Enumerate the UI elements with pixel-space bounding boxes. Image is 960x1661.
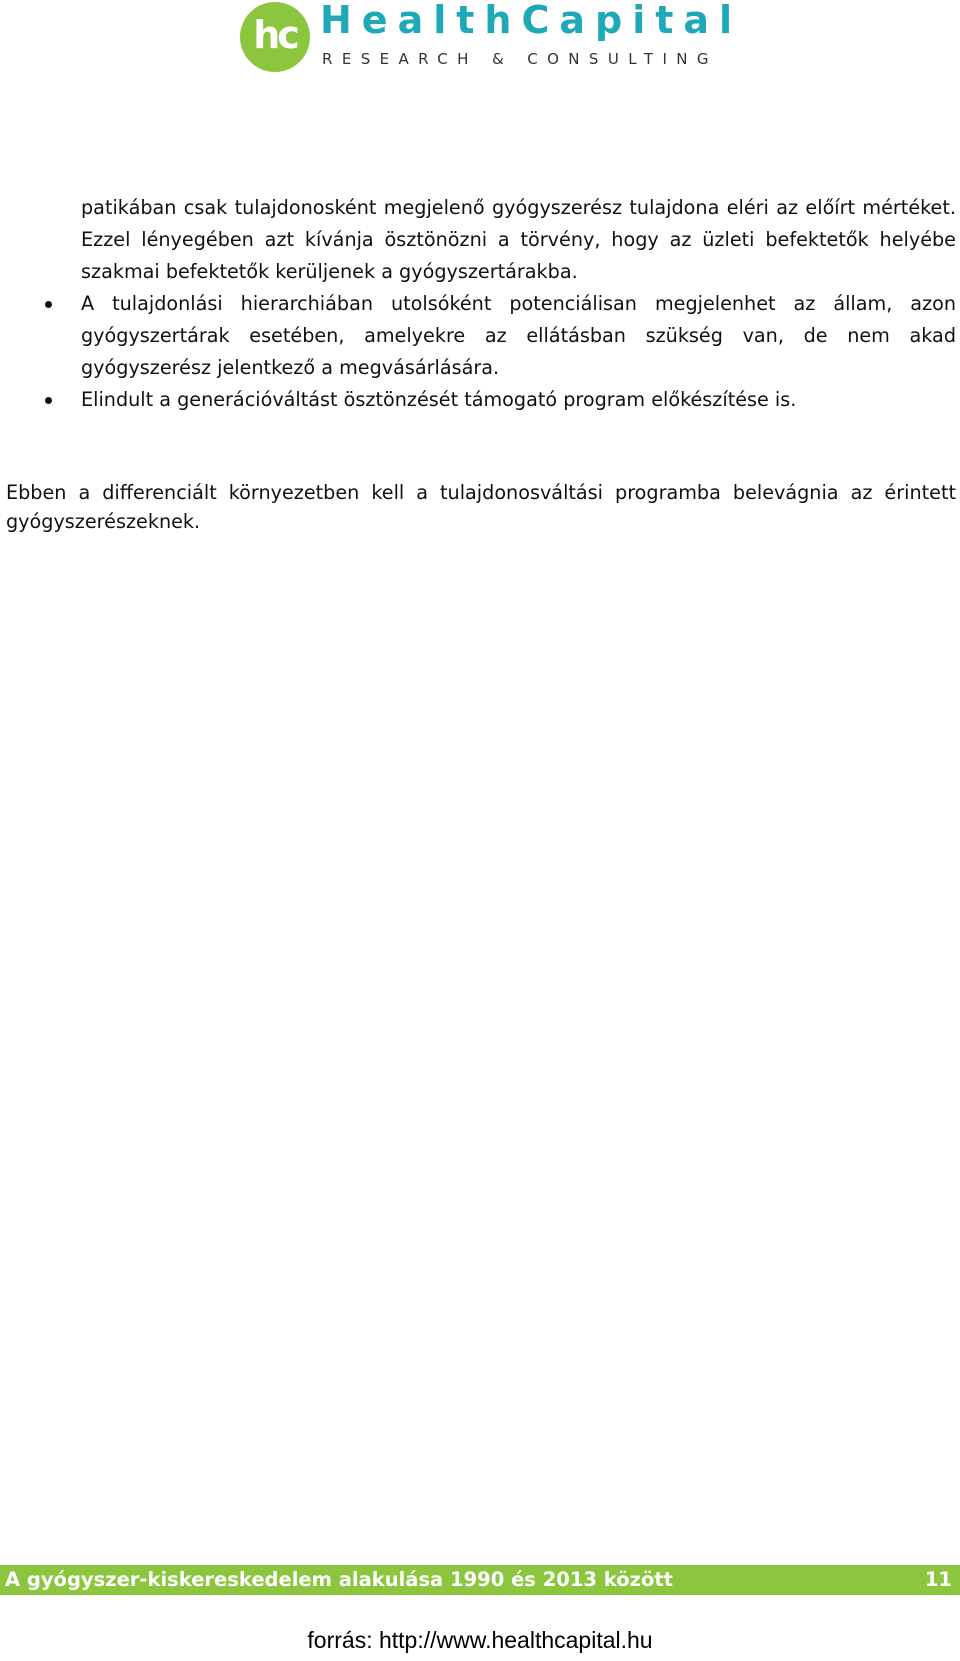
bullet-item (81, 384, 956, 416)
footer-bar (0, 1565, 960, 1595)
healthcapital-logo (240, 0, 743, 80)
document-body (0, 192, 960, 416)
closing-paragraph: Ebben a differenciált környezetben kell a tulajdonosváltási programba belevágnia az érintett gyógyszerészeknek. (6, 481, 956, 533)
logo-mark: hc (253, 13, 297, 57)
logo-hc-circle-icon (240, 2, 310, 72)
logo-name: HealthCapital (320, 0, 743, 42)
logo-tagline: RESEARCH & CONSULTING (322, 50, 718, 68)
intro-paragraph: patikában csak tulajdonosként megjelenő gyógyszerész tulajdona eléri az előírt mértéket. Ezzel lényegében azt kívánja ösztönözni a törvény, hogy az üzleti befektetők helyébe szakmai befektetők kerüljenek a gyógyszertárakba. (81, 196, 956, 283)
source-link[interactable]: forrás: http://www.healthcapital.hu (307, 1627, 653, 1653)
bullet-icon (45, 397, 52, 404)
bullet-list (0, 288, 960, 416)
bullet-icon (45, 301, 52, 308)
bullet-text: Elindult a generációváltást ösztönzését támogató program előkészítése is. (81, 388, 797, 411)
bullet-text: A tulajdonlási hierarchiában utolsóként potenciálisan megjelenhet az állam, azon gyógyszertárak esetében, amelyekre az ellátásban szükség van, de nem akad gyógyszerész jelentkező a megvásárlására. (81, 292, 956, 379)
page-number: 11 (924, 1568, 952, 1591)
footer-title: A gyógyszer-kiskereskedelem alakulása 1990 és 2013 között (5, 1568, 673, 1591)
bullet-item (81, 288, 956, 384)
